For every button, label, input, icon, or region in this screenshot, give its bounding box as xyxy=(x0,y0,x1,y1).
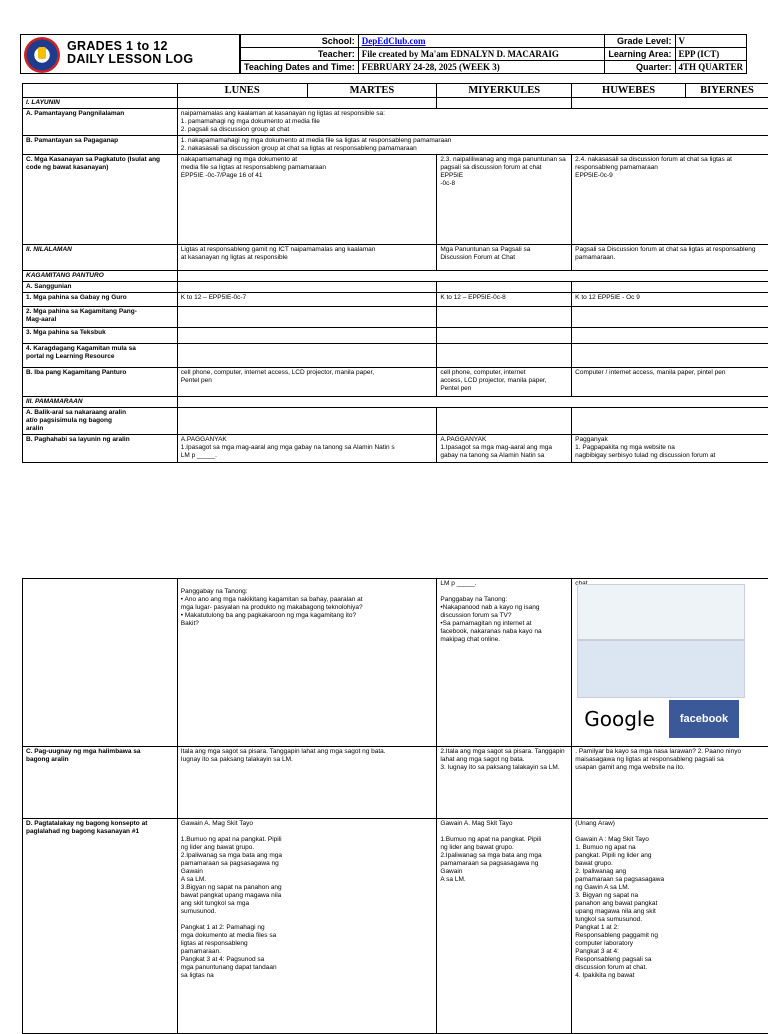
lesson-row xyxy=(23,435,768,463)
lesson-row xyxy=(23,397,768,408)
deped-seal-icon xyxy=(24,37,60,73)
title-line-2: DAILY LESSON LOG xyxy=(67,53,193,66)
lesson-row xyxy=(23,271,768,282)
lesson-row xyxy=(23,98,768,109)
miyerkules-cell xyxy=(437,408,572,435)
school-link[interactable]: DepEdClub.com xyxy=(362,36,426,46)
row-label: I. LAYUNIN xyxy=(23,98,178,109)
lesson-row xyxy=(23,747,768,819)
row-label: II. NILALAMAN xyxy=(23,245,178,271)
miyerkules-cell xyxy=(437,307,572,328)
school-label: School: xyxy=(241,35,359,48)
row-label: C. Mga Kasanayan sa Pagkatuto (Isulat ang code ng bawat kasanayan) xyxy=(23,155,178,245)
row-content xyxy=(177,397,768,408)
days-header-row xyxy=(23,84,768,98)
day-header: MIYERKULES xyxy=(437,84,572,98)
teacher-label: Teacher: xyxy=(241,48,359,61)
lunes-martes-cell: A.PAGGANYAK 1.Ipasagot sa mga mag-aaral ang mga gabay na tanong sa Alamin Natin s LM p _____. xyxy=(177,435,437,463)
lesson-row xyxy=(23,408,768,435)
day-header: MARTES xyxy=(307,84,437,98)
lunes-martes-cell: cell phone, computer, internet access, LCD projector, manila paper, Pentel pen xyxy=(177,368,437,397)
lunes-martes-cell: Gawain A. Mag Skit Tayo 1.Bumuo ng apat na pangkat. Pipili ng lider ang bawat grupo. 2.Ipaliwanag sa mga bata ang mga pamamaraan sa pagsasagawa ng Gawain A sa LM. 3.Bigyan ng sapat na panahon ang bawat pangkat upang magawa nila ang skit tungkol sa mga sumusunod. Pangkat 1 at 2: Pamahagi ng mga dokumento at media files sa ligtas at responsableng pamamaraan. Pangkat 3 at 4: Pagsunod sa mga panuntunang dapat tandaan sa ligtas na xyxy=(177,819,437,1034)
day-header: HUWEBES xyxy=(572,84,686,98)
lesson-row xyxy=(23,282,768,293)
row-label: 2. Mga pahina sa Kagamitang Pang- Mag-aaral xyxy=(23,307,178,328)
huwebes-biyernes-cell xyxy=(572,408,768,435)
row-label: 4. Karagdagang Kagamitan mula sa portal ng Learning Resource xyxy=(23,344,178,368)
quarter-value: 4TH QUARTER xyxy=(675,61,746,74)
huwebes-biyernes-cell: K to 12 EPP5IE - Oc 9 xyxy=(572,293,768,307)
huwebes-biyernes-cell: 2.4. nakasasali sa discussion forum at chat sa ligtas at responsableng pamamaraan EPP5IE-0c-9 xyxy=(572,155,768,245)
lesson-row xyxy=(23,819,768,1034)
forum-screenshot-image xyxy=(577,584,745,640)
lunes-martes-cell xyxy=(177,282,437,293)
row-content: 1. nakapamamahagi ng mga dokumento at media file sa ligtas at responsableng pamamaraan 2. nakasasali sa discussion group at chat sa ligtas at responsableng pamamaraan xyxy=(177,136,768,155)
miyerkules-cell xyxy=(437,344,572,368)
huwebes-biyernes-cell: Computer / internet access, manila paper, pintel pen xyxy=(572,368,768,397)
lesson-row xyxy=(23,245,768,271)
document-title xyxy=(67,40,193,66)
huwebes-biyernes-cell xyxy=(572,307,768,328)
miyerkules-cell: 2.Itala ang mga sagot sa pisara. Tanggapin lahat ang mga sagot ng bata. 3. Iugnay ito sa paksang talakayin sa LM. xyxy=(437,747,572,819)
info-table xyxy=(240,34,747,74)
row-label: B. Paghahabi sa layunin ng aralin xyxy=(23,435,178,463)
huwebes-biyernes-cell: (Unang Araw) Gawain A : Mag Skit Tayo 1. Bumuo ng apat na pangkat. Pipili ng lider ang bawat grupo. 2. Ipaliwanag ang pamamaraan sa pagsasagawa ng Gawin A sa LM. 3. Bigyan ng sapat na panahon ang bawat pangkat upang magawa nila ang skit tungkol sa sumusunod. Pangkat 1 at 2: Responsableng paggamit ng computer laboratory Pangkat 3 at 4: Responsableng pagsali sa discussion forum at chat. 4. Ipakikita ng bawat xyxy=(572,819,768,1034)
miyerkules-cell: K to 12 – EPP5IE-0c-8 xyxy=(437,293,572,307)
lunes-martes-cell: Panggabay na Tanong: • Ano ano ang mga nakikitang kagamitan sa bahay, paaralan at mga lugar- pasyalan na produkto ng makabagong teknolohiya? • Makatutulong ba ang pagkakaroon ng mga kagamitang ito? Bakit? xyxy=(177,579,437,747)
row-label: 1. Mga pahina sa Gabay ng Guro xyxy=(23,293,178,307)
row-label: KAGAMITANG PANTURO xyxy=(23,271,178,282)
lesson-row xyxy=(23,293,768,307)
row-content xyxy=(177,271,768,282)
row-label: D. Pagtatalakay ng bagong konsepto at paglalahad ng bagong kasanayan #1 xyxy=(23,819,178,1034)
miyerkules-cell xyxy=(437,328,572,344)
row-label: 3. Mga pahina sa Teksbuk xyxy=(23,328,178,344)
school-value[interactable] xyxy=(358,35,605,48)
lesson-row xyxy=(23,344,768,368)
grade-label: Grade Level: xyxy=(605,35,675,48)
row-content: naipamamalas ang kaalaman at kasanayan ng ligtas at responsible sa: 1. pamamahagi ng mga dokumento at media file 2. pagsali sa discussion group at chat xyxy=(177,109,768,136)
row-label: B. Pamantayan sa Pagaganap xyxy=(23,136,178,155)
blank-header-cell xyxy=(23,84,178,98)
huwebes-biyernes-cell xyxy=(572,282,768,293)
lesson-row xyxy=(23,109,768,136)
day-header: LUNES xyxy=(177,84,307,98)
day-header: BIYERNES xyxy=(686,84,768,98)
lunes-martes-cell xyxy=(177,98,437,109)
lunes-martes-cell xyxy=(177,328,437,344)
huwebes-biyernes-cell xyxy=(572,328,768,344)
google-logo: Google xyxy=(577,700,662,738)
title-line-1: GRADES 1 to 12 xyxy=(67,40,193,53)
lunes-martes-cell: K to 12 – EPP5IE-0c-7 xyxy=(177,293,437,307)
website-screenshot-image xyxy=(577,640,745,698)
row-label: A. Balik-aral sa nakaraang aralin at/o pagsisimula ng bagong aralin xyxy=(23,408,178,435)
row-label xyxy=(23,579,178,747)
lunes-martes-cell xyxy=(177,307,437,328)
row-label: B. Iba pang Kagamitang Panturo xyxy=(23,368,178,397)
row-label: III. PAMAMARAAN xyxy=(23,397,178,408)
huwebes-biyernes-cell: Pagganyak 1. Pagpapakita ng mga website na nagbibigay serbisyo tulad ng discussion forum at xyxy=(572,435,768,463)
quarter-label: Quarter: xyxy=(605,61,675,74)
huwebes-biyernes-cell: . Pamilyar ba kayo sa mga nasa larawan? 2. Paano ninyo maisasagawa ng ligtas at responsableng pagsali sa usapan gamit ang mga website na ito. xyxy=(572,747,768,819)
row-label: A. Pamantayang Pangnilalaman xyxy=(23,109,178,136)
miyerkules-cell: 2.3. naipaliliwanag ang mga panuntunan sa pagsali sa discussion forum at chat EPP5IE -0c-8 xyxy=(437,155,572,245)
lesson-row xyxy=(23,368,768,397)
row-label: C. Pag-uugnay ng mga halimbawa sa bagong aralin xyxy=(23,747,178,819)
dates-value: FEBRUARY 24-28, 2025 (WEEK 3) xyxy=(358,61,605,74)
miyerkules-cell: A.PAGGANYAK 1.Ipasagot sa mga mag-aaral ang mga gabay na tanong sa Alamin Natin sa xyxy=(437,435,572,463)
huwebes-biyernes-cell: Pagsali sa Discussion forum at chat sa ligtas at responsableng pamamaraan. xyxy=(572,245,768,271)
lunes-martes-cell xyxy=(177,408,437,435)
teacher-value: File created by Ma'am EDNALYN D. MACARAIG xyxy=(358,48,605,61)
lunes-martes-cell: nakapamamahagi ng mga dokumento at media file sa ligtas at responsableng pamamaraan EPP5IE -0c-7/Page 16 of 41 xyxy=(177,155,437,245)
area-label: Learning Area: xyxy=(605,48,675,61)
huwebes-biyernes-cell xyxy=(572,98,768,109)
lesson-row xyxy=(23,328,768,344)
miyerkules-cell xyxy=(437,98,572,109)
lesson-row xyxy=(23,155,768,245)
miyerkules-cell xyxy=(437,282,572,293)
area-value: EPP (ICT) xyxy=(675,48,746,61)
grade-value: V xyxy=(675,35,746,48)
huwebes-biyernes-cell xyxy=(572,344,768,368)
miyerkules-cell: cell phone, computer, internet access, LCD projector, manila paper, Pentel pen xyxy=(437,368,572,397)
title-box xyxy=(20,34,240,74)
lunes-martes-cell xyxy=(177,344,437,368)
facebook-logo: facebook xyxy=(669,700,739,738)
lunes-martes-cell: Itala ang mga sagot sa pisara. Tanggapin lahat ang mga sagot ng bata. Iugnay ito sa paksang talakayin sa LM. xyxy=(177,747,437,819)
dates-label: Teaching Dates and Time: xyxy=(241,61,359,74)
lesson-table-page-1 xyxy=(22,83,768,463)
row-label: A. Sanggunian xyxy=(23,282,178,293)
lesson-log-header xyxy=(20,34,747,74)
lesson-row xyxy=(23,136,768,155)
miyerkules-cell: Gawain A. Mag Skit Tayo 1.Bumuo ng apat na pangkat. Pipili ng lider ang bawat grupo. 2.Ipaliwanag sa mga bata ang mga pamamaraan sa pagsasagawa ng Gawain A sa LM. xyxy=(437,819,572,1034)
lesson-row xyxy=(23,307,768,328)
lunes-martes-cell: Ligtas at responsableng gamit ng ICT naipamamalas ang kaalaman at kasanayan ng ligtas at responsible xyxy=(177,245,437,271)
miyerkules-cell: Mga Panuntunan sa Pagsali sa Discussion Forum at Chat xyxy=(437,245,572,271)
miyerkules-cell: LM p _____. Panggabay na Tanong: •Nakapanood nab a kayo ng isang discussion forum sa TV? •Sa pamamagitan ng internet at facebook, nakaranas naba kayo na makipag chat online. xyxy=(437,579,572,747)
